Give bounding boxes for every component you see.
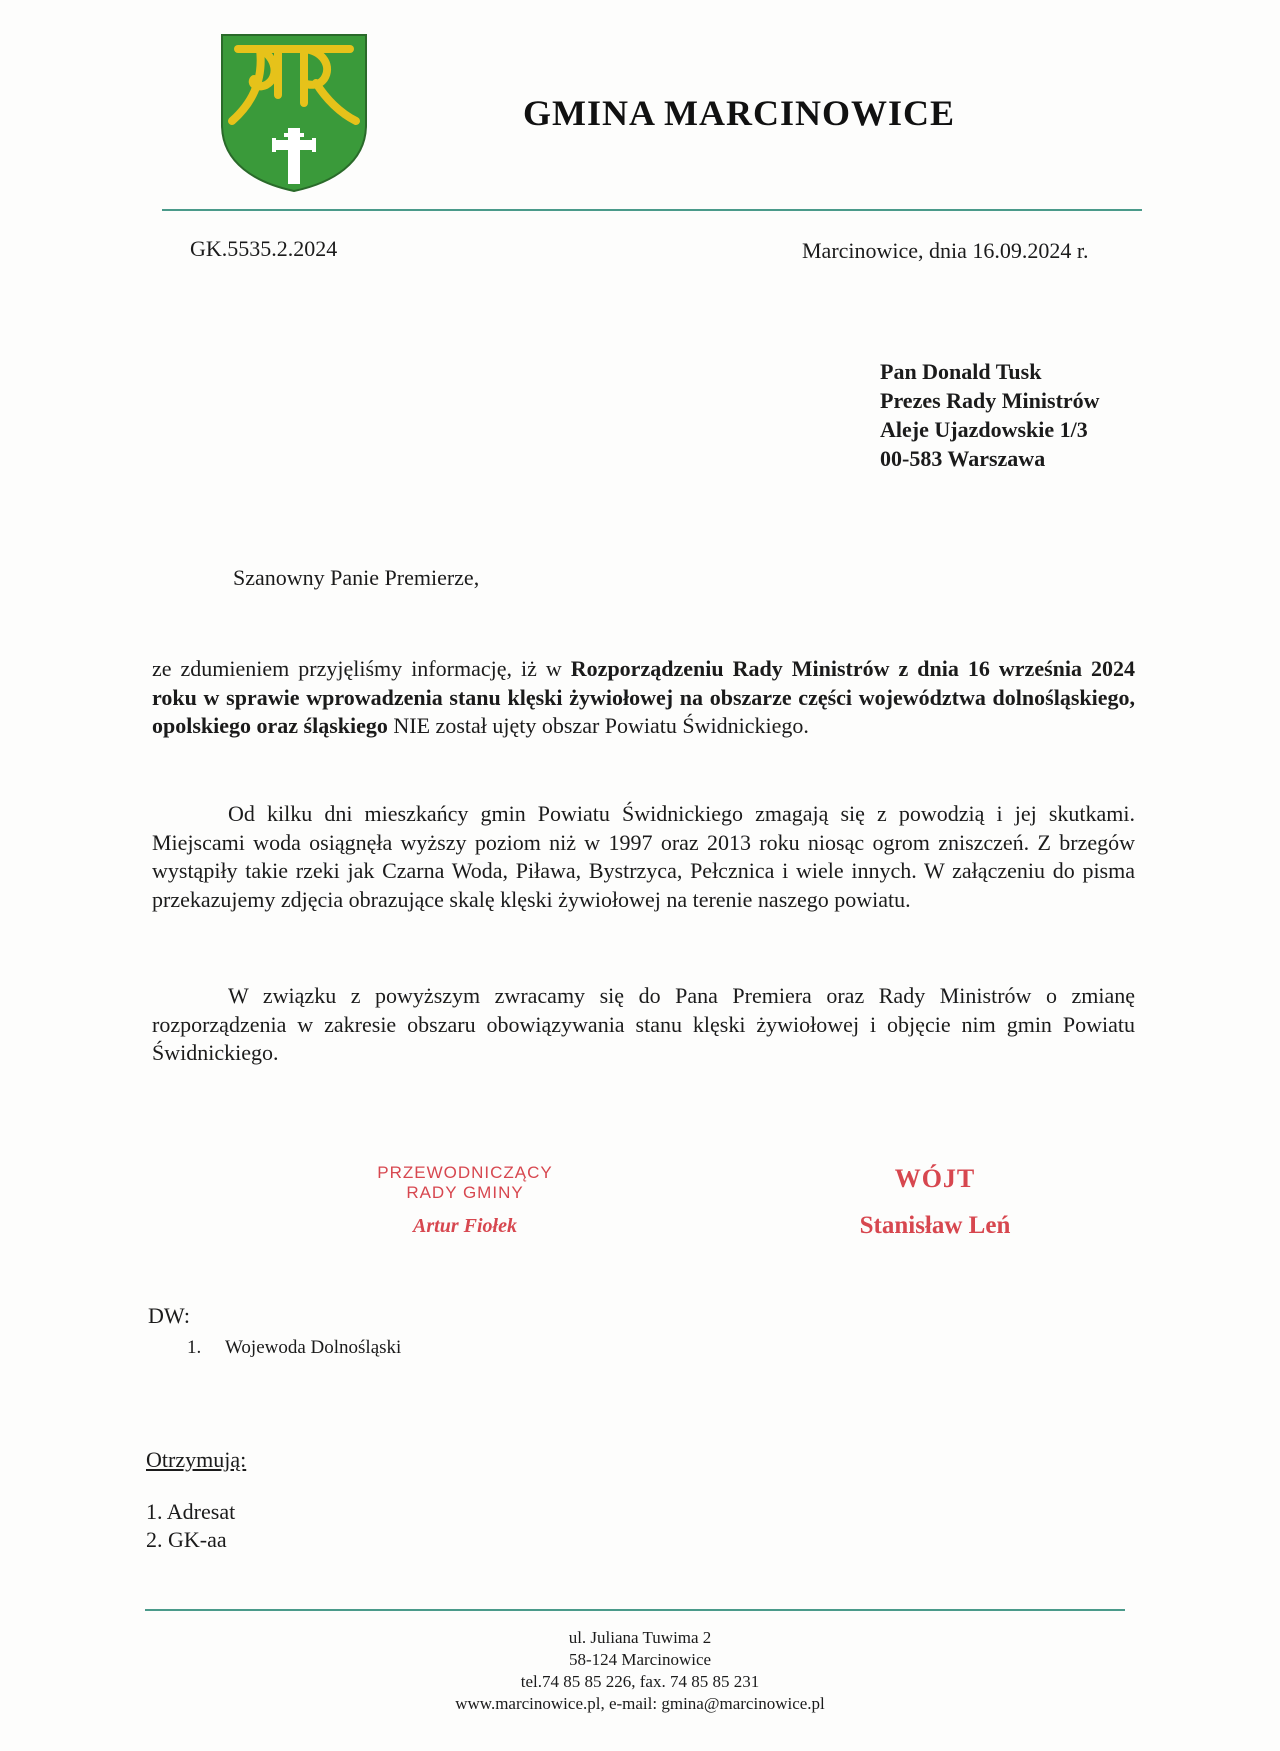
footer-divider: [145, 1609, 1125, 1611]
copy-to-item-text: Wojewoda Dolnośląski: [225, 1337, 402, 1358]
footer-phone: tel.74 85 85 226, fax. 74 85 85 231: [520, 1672, 760, 1691]
paragraph-1-regulation: Rozporządzeniu Rady Ministrów z dnia 16 września 2024 roku w sprawie wprowadzenia stanu klęski żywiołowej na obszarze części województwa dolnośląskiego, opolskiego oraz śląskiego: [152, 656, 1136, 738]
paragraph-1-lead: ze zdumieniem przyjęliśmy informację, iż w: [152, 656, 571, 681]
council-chair-role-line1: PRZEWODNICZĄCY: [377, 1163, 553, 1182]
council-chair-stamp: [350, 1163, 580, 1238]
footer-postal: 58-124 Marcinowice: [568, 1650, 712, 1669]
paragraph-2: Od kilku dni mieszkańcy gmin Powiatu Świdnickiego zmagają się z powodzią i jej skutkami. Miejscami woda osiągnęła wyższy poziom niż w 1997 oraz 2013 roku niosąc ogrom zniszczeń. Z brzegów wystąpiły takie rzeki jak Czarna Woda, Piława, Bystrzyca, Pełcznica i wiele innych. W załączeniu do pisma przekazujemy zdjęcia obrazujące skalę klęski żywiołowej na terenie naszego powiatu.: [152, 801, 1135, 912]
salutation: Szanowny Panie Premierze,: [233, 565, 480, 590]
paragraph-3: W związku z powyższym zwracamy się do Pana Premiera oraz Rady Ministrów o zmianę rozporządzenia w zakresie obszaru obowiązywania stanu klęski żywiołowej i objęcie nim gmin Powiatu Świdnickiego.: [152, 983, 1135, 1065]
mayor-stamp: [830, 1164, 1040, 1240]
footer-address: ul. Juliana Tuwima 2: [568, 1628, 712, 1647]
recipient-name: Pan Donald Tusk: [880, 359, 1042, 384]
mayor-name: Stanisław Leń: [859, 1212, 1011, 1239]
coat-of-arms-icon: [220, 33, 368, 193]
mayor-role: WÓJT: [894, 1164, 976, 1193]
footer-web-email: www.marcinowice.pl, e-mail: gmina@marcinowice.pl: [455, 1694, 825, 1713]
recipient-title: Prezes Rady Ministrów: [880, 388, 1100, 413]
copy-to-item: [187, 1337, 401, 1359]
paragraph-1: [152, 655, 1135, 741]
copy-to-item-number: 1.: [187, 1337, 202, 1358]
reference-number: GK.5535.2.2024: [190, 236, 338, 261]
recipient-city: 00-583 Warszawa: [880, 446, 1046, 471]
recipient-street: Aleje Ujazdowskie 1/3: [880, 417, 1088, 442]
recipients-label: Otrzymują:: [146, 1447, 247, 1472]
place-and-date: Marcinowice, dnia 16.09.2024 r.: [802, 238, 1089, 263]
header-divider: [162, 209, 1142, 211]
copy-to-label: DW:: [148, 1303, 190, 1328]
organization-name: GMINA MARCINOWICE: [523, 93, 956, 133]
footer-contact: [340, 1627, 940, 1715]
council-chair-role-line2: RADY GMINY: [406, 1183, 524, 1202]
council-chair-name: Artur Fiołek: [413, 1215, 517, 1237]
recipient-address: [880, 357, 1100, 473]
recipients-list-item: 2. GK-aa: [146, 1527, 227, 1552]
paragraph-1-tail: NIE został ujęty obszar Powiatu Świdnickiego.: [387, 713, 809, 738]
recipients-list-item: 1. Adresat: [146, 1499, 236, 1524]
recipients-list: [146, 1498, 235, 1554]
